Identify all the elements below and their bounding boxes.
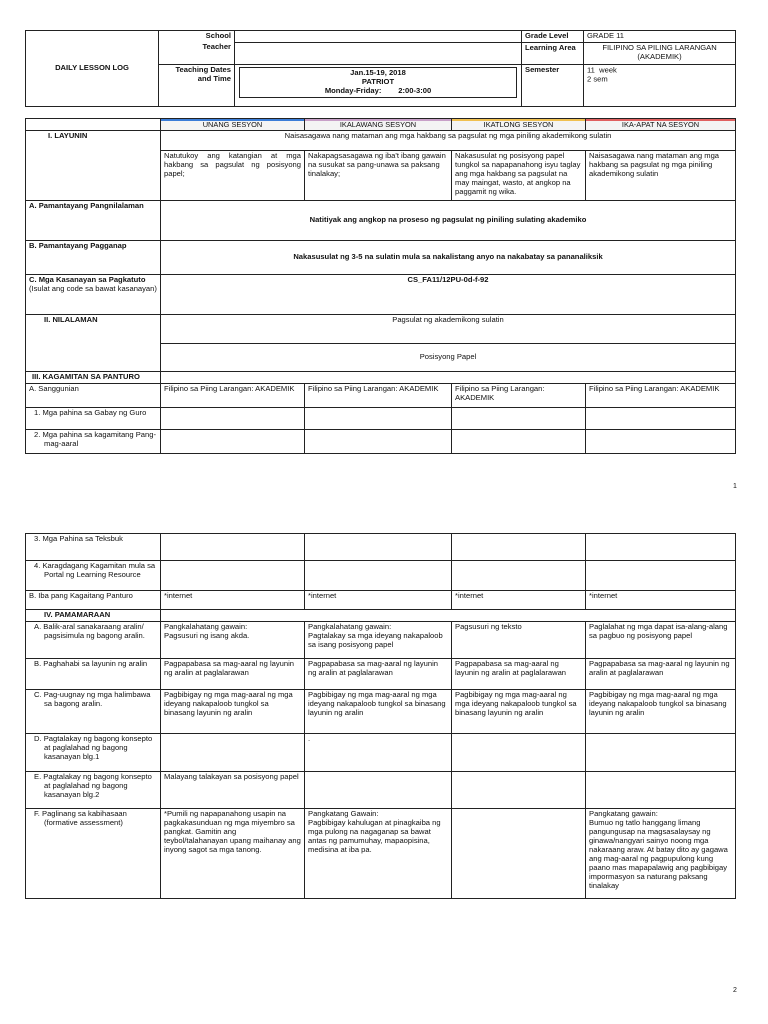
step-d-session-2: . — [305, 733, 452, 771]
session-header-4 — [586, 119, 736, 131]
step-a-session-2: Pangkalahatang gawain: Pagtalakay sa mga ideyang nakapaloob sa isang posisyong papel — [305, 621, 452, 658]
pangnilalaman-value: Natitiyak ang angkop na proseso ng pagsulat ng piniling sulating akademiko — [161, 200, 736, 240]
iba-label: B. Iba pang Kagaitang Panturo — [26, 591, 161, 610]
kagamitang-2 — [305, 429, 452, 453]
schedule-days: Monday-Friday: — [324, 85, 382, 95]
week-line — [587, 66, 732, 75]
iba-1: *internet — [161, 591, 305, 610]
section-value: PATRIOT — [361, 76, 395, 86]
teaching-dates-label-line2: and Time — [197, 73, 231, 83]
step-b-session-2: Pagpapabasa sa mag-aaral ng layunin ng aralin at paglalarawan — [305, 658, 452, 689]
layunin-session-3: Nakasusulat ng posisyong papel tungkol sa napapanahong isyu taglay ang mga hakbang sa pagsulat na may maingat, wasto, at angkop na paggamit ng wika. — [452, 150, 586, 200]
pamamaraan-blank — [161, 610, 736, 622]
kasanayan-label: C. Mga Kasanayan sa Pagkatuto — [29, 274, 146, 284]
session-label-1: UNANG SESYON — [202, 120, 263, 129]
pamamaraan-label: IV. PAMAMARAAN — [26, 610, 161, 622]
step-c-session-2: Pagbibigay ng mga mag-aaral ng mga ideyang nakapaloob tungkol sa binasang layunin ng aralin — [305, 689, 452, 733]
teksbuk-2 — [305, 534, 452, 561]
step-b-session-1: Pagpapabasa sa mag-aaral ng layunin ng aralin at paglalarawan — [161, 658, 305, 689]
teksbuk-4 — [586, 534, 736, 561]
kasanayan-code: CS_FA11/12PU-0d-f-92 — [161, 274, 736, 314]
iba-2: *internet — [305, 591, 452, 610]
session-label-2: IKALAWANG SESYON — [339, 120, 417, 129]
lesson-log-header — [25, 30, 736, 107]
lesson-log-page1-table — [25, 118, 736, 454]
page-title: DAILY LESSON LOG — [26, 31, 159, 107]
kagamitan-label: III. KAGAMITAN SA PANTURO — [26, 371, 161, 383]
nilalaman-value-2: Posisyong Papel — [161, 343, 736, 371]
step-a-session-4: Paglalahat ng mga dapat isa-alang-alang sa pagbuo ng posisyong papel — [586, 621, 736, 658]
gabay-3 — [452, 407, 586, 429]
kasanayan-label-cell — [26, 274, 161, 314]
teksbuk-3 — [452, 534, 586, 561]
teaching-dates-value: Jan.15-19, 2018 — [350, 67, 406, 77]
teksbuk-label: 3. Mga Pahina sa Teksbuk — [26, 534, 161, 561]
grade-level-value: GRADE 11 — [584, 31, 736, 43]
step-e-session-1: Malayang talakayan sa posisyong papel — [161, 771, 305, 808]
page-number-1: 1 — [733, 483, 737, 490]
step-f-session-4: Pangkatang gawain: Bumuo ng tatlo hanggang limang pangungusap na magsasalaysay ng ginawa/nangyari sainyo noong mga nakaraang araw. At batay dito ay gagawa ang mag-aaral ng pagpupulong kung paano mas mapapalawig ang pagbibigay impormasyon sa naturang paksang tinalakay — [586, 808, 736, 898]
session-header-1 — [161, 119, 305, 131]
week-number: 11 — [587, 65, 595, 75]
teksbuk-1 — [161, 534, 305, 561]
kasanayan-sub: (Isulat ang code sa bawat kasanayan) — [29, 283, 157, 293]
sem-line — [587, 75, 732, 84]
step-c-session-1: Pagbibigay ng mga mag-aaral ng mga ideyang nakapaloob tungkol sa binasang layunin ng aralin — [161, 689, 305, 733]
step-d-session-4 — [586, 733, 736, 771]
pangnilalaman-label: A. Pamantayang Pangnilalaman — [26, 200, 161, 240]
session-header-blank — [26, 119, 161, 131]
karagdagang-label: 4. Karagdagang Kagamitan mula sa Portal ng Learning Resource — [26, 561, 161, 591]
semester-value — [584, 64, 736, 106]
karagdagang-1 — [161, 561, 305, 591]
step-f-session-1: *Pumili ng napapanahong usapin na pagkakasunduan ng mga miyembro sa pangkat. Gamitin ang teybol/talahanayan upang maihanay ang inyong sagot sa mga tanong. — [161, 808, 305, 898]
teaching-dates-label — [159, 64, 235, 106]
step-f-session-3 — [452, 808, 586, 898]
step-e-session-4 — [586, 771, 736, 808]
step-d-session-3 — [452, 733, 586, 771]
step-c-label: C. Pag-uugnay ng mga halimbawa sa bagong aralin. — [26, 689, 161, 733]
kagamitang-label: 2. Mga pahina sa kagamitang Pang-mag-aaral — [26, 429, 161, 453]
session-header-3 — [452, 119, 586, 131]
layunin-session-1: Natutukoy ang katangian at mga hakbang sa pagsulat ng posisyong papel; — [161, 150, 305, 200]
step-b-label: B. Paghahabi sa layunin ng aralin — [26, 658, 161, 689]
nilalaman-value-1: Pagsulat ng akademikong sulatin — [161, 314, 736, 343]
sem-label: sem — [593, 74, 608, 84]
week-label: week — [599, 65, 617, 75]
sanggunian-3: Filipino sa Piing Larangan: AKADEMIK — [452, 383, 586, 407]
layunin-session-2: Nakapagsasagawa ng iba't ibang gawain na susukat sa pang-unawa sa paksang tinalakay; — [305, 150, 452, 200]
sanggunian-4: Filipino sa Piing Larangan: AKADEMIK — [586, 383, 736, 407]
step-a-session-3: Pagsusuri ng teksto — [452, 621, 586, 658]
teacher-label: Teacher — [159, 42, 235, 64]
pagganap-label: B. Pamantayang Pagganap — [26, 240, 161, 274]
step-a-label: A. Balik-aral sanakaraang aralin/ pagsisimula ng bagong aralin. — [26, 621, 161, 658]
step-f-session-2: Pangkatang Gawain: Pagbibigay kahulugan at pinagkaiba ng mga pulong na nagaganap sa bawat antas ng pamumuhay, mapaopisina, medisina at iba pa. — [305, 808, 452, 898]
grade-level-label: Grade Level — [522, 31, 584, 43]
lesson-log-page2-table — [25, 533, 736, 899]
karagdagang-2 — [305, 561, 452, 591]
karagdagang-4 — [586, 561, 736, 591]
sanggunian-1: Filipino sa Piing Larangan: AKADEMIK — [161, 383, 305, 407]
pagganap-value: Nakasusulat ng 3-5 na sulatin mula sa nakalistang anyo na nakabatay sa pananaliksik — [161, 240, 736, 274]
sanggunian-label: A. Sanggunian — [26, 383, 161, 407]
layunin-session-4: Naisasagawa nang mataman ang mga hakbang sa pagsulat ng mga piniling akademikong sulatin — [586, 150, 736, 200]
session-header-2 — [305, 119, 452, 131]
teaching-dates-box — [239, 67, 517, 98]
session-label-3: IKATLONG SESYON — [483, 120, 554, 129]
teaching-dates-cell — [235, 64, 522, 106]
iba-4: *internet — [586, 591, 736, 610]
teacher-value — [235, 42, 522, 64]
step-c-session-3: Pagbibigay ng mga mag-aaral ng mga ideyang nakapaloob tungkol sa binasang layunin ng aralin — [452, 689, 586, 733]
step-d-label: D. Pagtalakay ng bagong konsepto at paglalahad ng bagong kasanayan blg.1 — [26, 733, 161, 771]
layunin-label: I. LAYUNIN — [26, 130, 161, 200]
step-b-session-3: Pagpapabasa sa mag-aaral ng layunin ng aralin at paglalarawan — [452, 658, 586, 689]
kagamitang-3 — [452, 429, 586, 453]
kagamitan-blank — [161, 371, 736, 383]
gabay-label: 1. Mga pahina sa Gabay ng Guro — [26, 407, 161, 429]
step-e-session-2 — [305, 771, 452, 808]
step-d-session-1 — [161, 733, 305, 771]
schedule-time: 2:00-3:00 — [398, 85, 432, 95]
iba-3: *internet — [452, 591, 586, 610]
session-label-4: IKA-APAT NA SESYON — [621, 120, 700, 129]
learning-area-value: FILIPINO SA PILING LARANGAN (AKADEMIK) — [584, 42, 736, 64]
school-value — [235, 31, 522, 43]
karagdagang-3 — [452, 561, 586, 591]
sanggunian-2: Filipino sa Piing Larangan: AKADEMIK — [305, 383, 452, 407]
step-c-session-4: Pagbibigay ng mga mag-aaral ng mga ideyang nakapaloob tungkol sa binasang layunin ng aralin — [586, 689, 736, 733]
step-e-label: E. Pagtalakay ng bagong konsepto at paglalahad ng bagong kasanayan blg.2 — [26, 771, 161, 808]
semester-label: Semester — [522, 64, 584, 106]
school-label: School — [159, 31, 235, 43]
gabay-2 — [305, 407, 452, 429]
kagamitang-4 — [586, 429, 736, 453]
nilalaman-label: II. NILALAMAN — [26, 314, 161, 371]
kagamitang-1 — [161, 429, 305, 453]
teaching-dates-label-line1: Teaching Dates — [175, 64, 231, 74]
schedule-line — [243, 87, 513, 96]
learning-area-label: Learning Area — [522, 42, 584, 64]
step-e-session-3 — [452, 771, 586, 808]
gabay-4 — [586, 407, 736, 429]
layunin-general: Naisasagawa nang mataman ang mga hakbang sa pagsulat ng mga piniling akademikong sulatin — [161, 130, 736, 150]
step-b-session-4: Pagpapabasa sa mag-aaral ng layunin ng aralin at paglalarawan — [586, 658, 736, 689]
gabay-1 — [161, 407, 305, 429]
page-number-2: 2 — [733, 987, 737, 994]
step-f-label: F. Paglinang sa kabihasaan (formative assessment) — [26, 808, 161, 898]
step-a-session-1: Pangkalahatang gawain: Pagsusuri ng isang akda. — [161, 621, 305, 658]
sem-number: 2 — [587, 74, 592, 84]
